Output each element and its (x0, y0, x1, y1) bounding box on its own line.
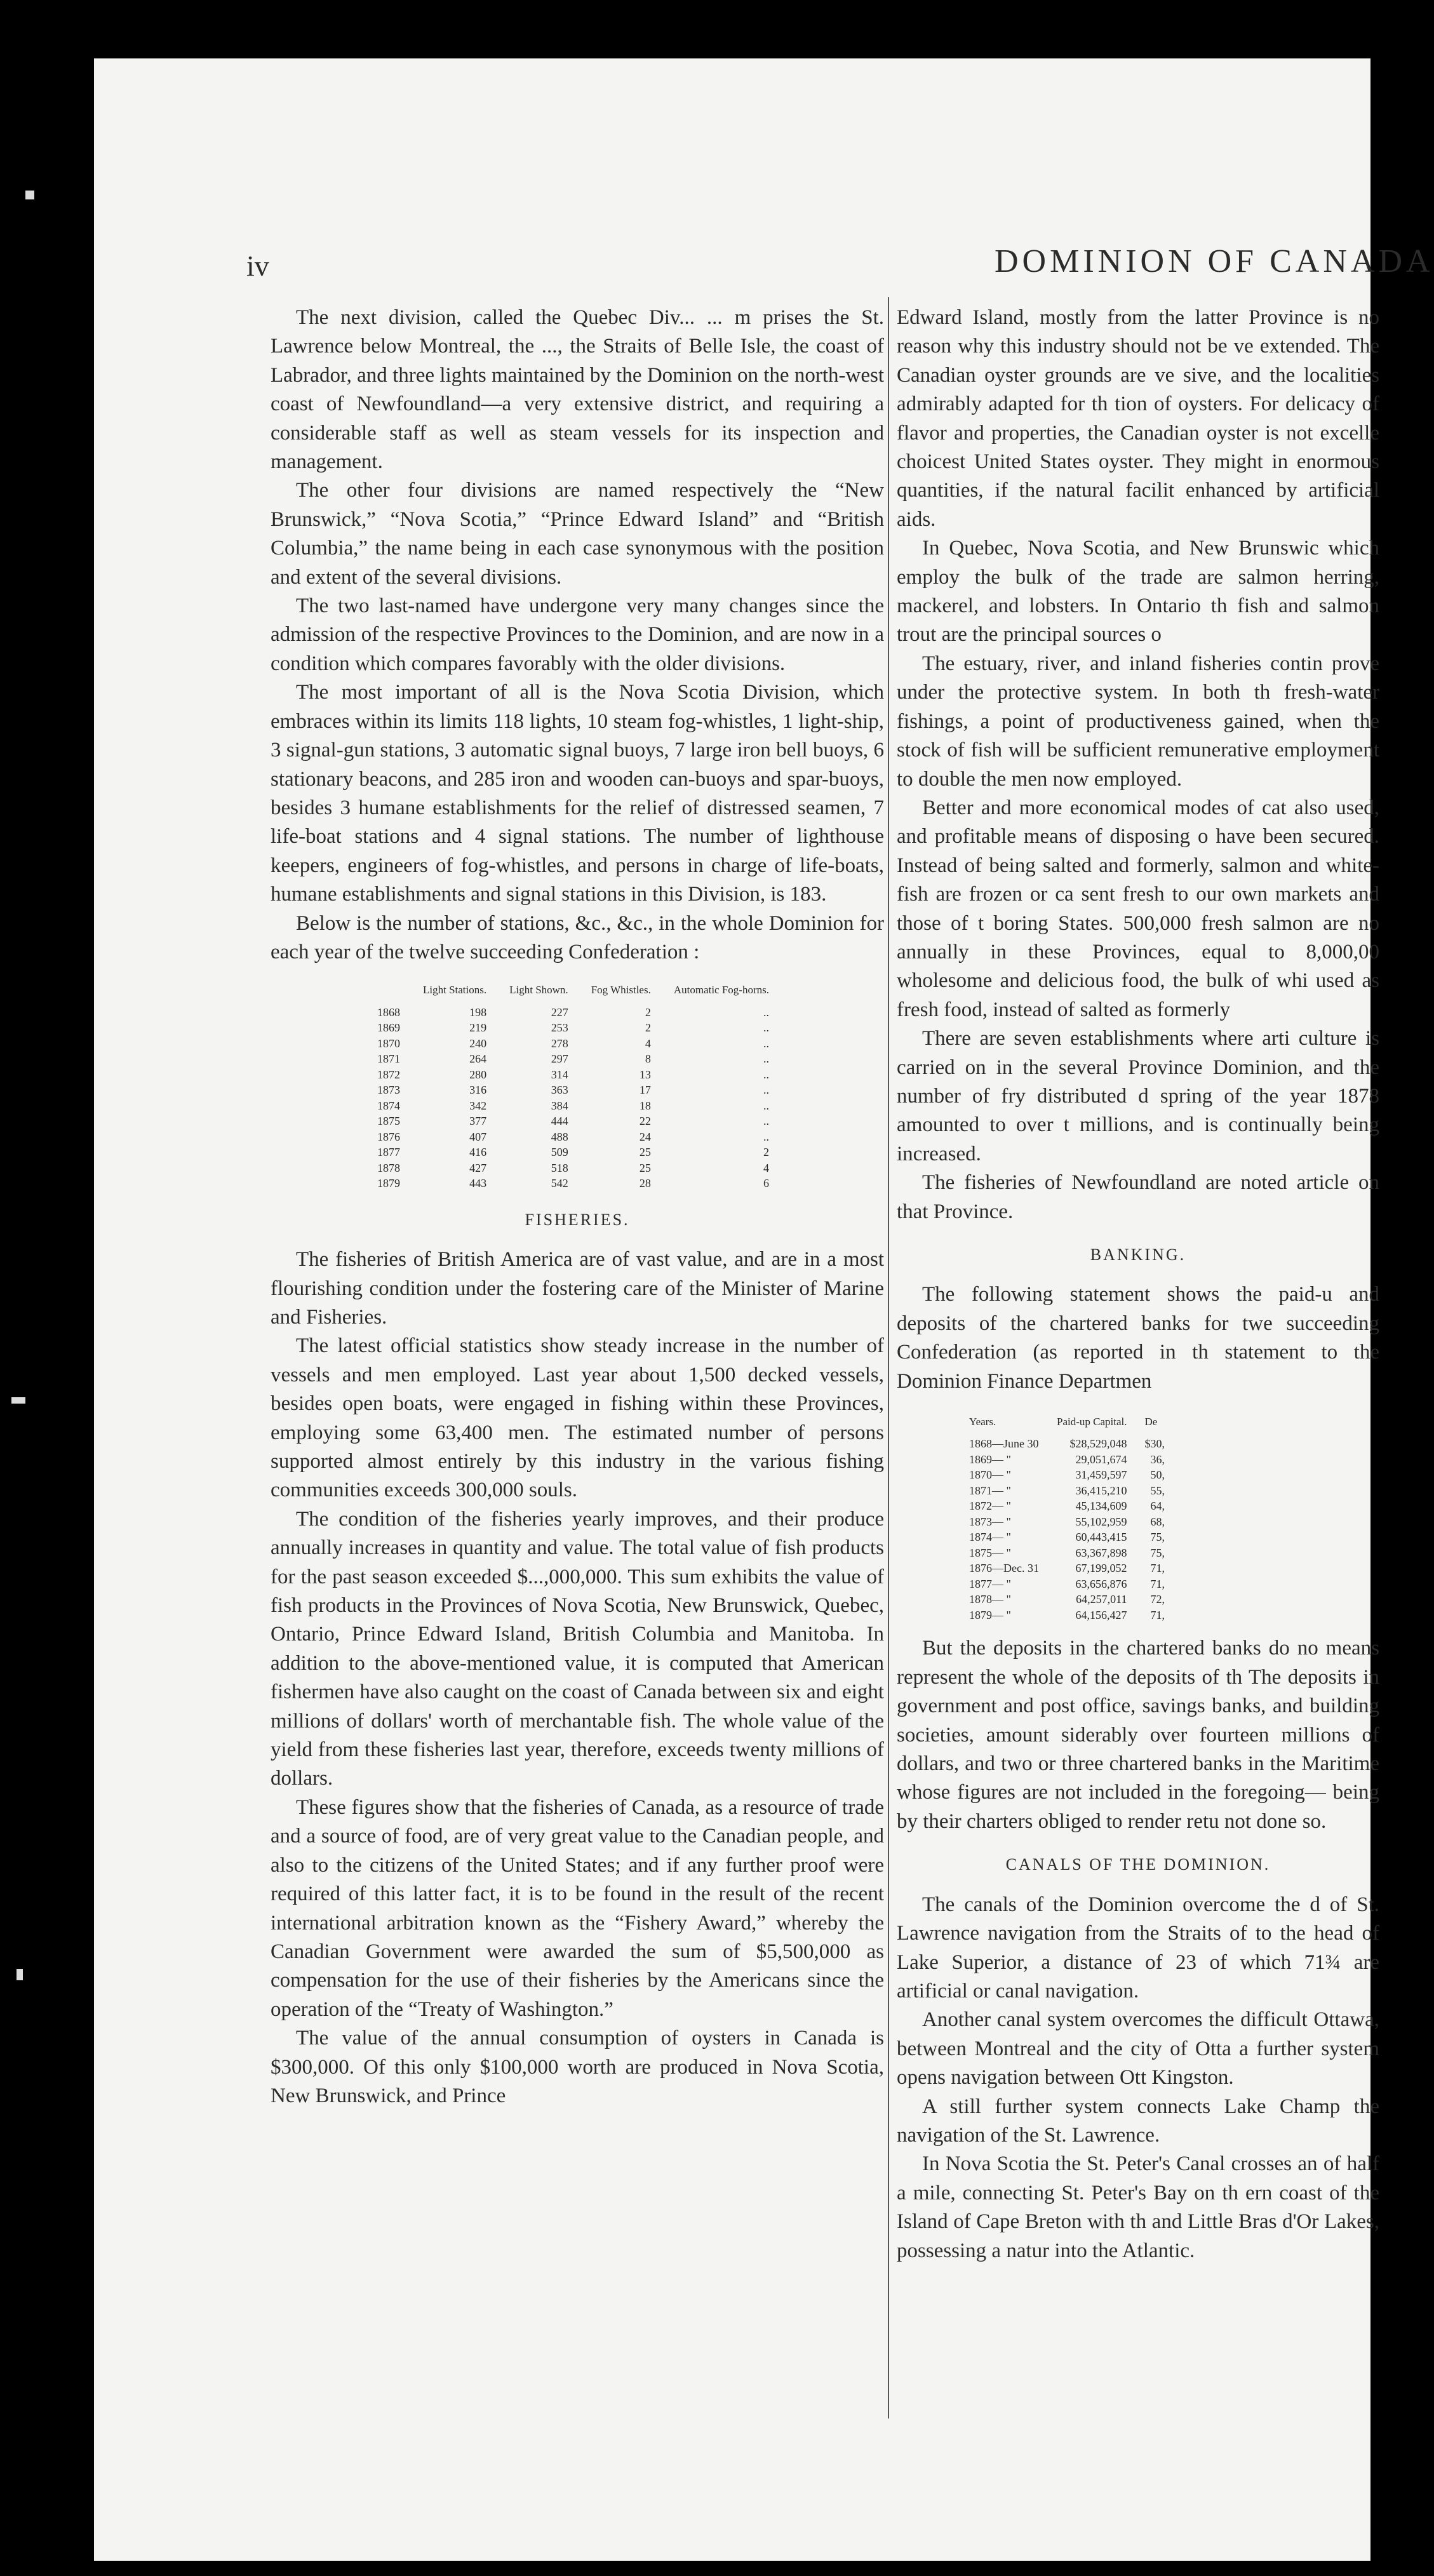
table-cell: 264 (469, 1052, 487, 1066)
table-row (366, 1129, 781, 1145)
paragraph: The other four divisions are named respectively the “New Brunswick,” “Nova Scotia,” “Prince Edward Island” and “British Columbia,” the name being in each case synonymous with the position and extent of the several divisions. (271, 479, 884, 589)
table-cell: .. (763, 1021, 769, 1035)
table-cell: 31,459,597 (1075, 1468, 1127, 1482)
paragraph: The condition of the fisheries yearly improves, and their produce annually increases in quantity and value. The total value of fish products for the past season exceeded $...,000,000. This sum exhibits the value of fish products in the Provinces of Nova Scotia, New Brunswick, Quebec, Ontario, Prince Edward Island, British Columbia and Manitoba. In addition to the above-mentioned value, it is computed that American fishermen have also caught on the coast of Canada between six and eight millions of dollars' worth of merchantable fish. The whole value of the yield from these fisheries last year, therefore, exceeds twenty millions of dollars. (271, 1507, 884, 1790)
table-cell: .. (763, 1115, 769, 1128)
table-cell: 45,134,609 (1075, 1499, 1127, 1513)
table-cell: 25 (639, 1146, 651, 1159)
table-cell: 1878— " (969, 1593, 1011, 1606)
paragraph: Better and more economical modes of cat also used, and profitable means of disposing o have been secured. Instead of being salted and formerly, salmon and white-fish are frozen or ca sent fresh to our own markets and those of t boring States. 500,000 fresh salmon are no annually in these Provinces, equal to 8,000,00 wholesome and delicious food, the bulk of whi used as fresh food, instead of salted as formerly (897, 796, 1379, 1021)
table-cell: 1872— " (969, 1499, 1011, 1513)
table-row (960, 1560, 1174, 1576)
banking-table (960, 1407, 1174, 1623)
table-cell: 64,257,011 (1076, 1593, 1127, 1606)
table-cell: 297 (551, 1052, 568, 1066)
table-cell: 280 (469, 1068, 487, 1081)
table-header-row (366, 976, 781, 1004)
table-cell: 1876 (377, 1130, 400, 1143)
table-column-header: Automatic Fog-horns. (673, 984, 769, 996)
paragraph: The following statement shows the paid-u and deposits of the chartered banks for twe succeeding Confederation (as reported in th statement to the Dominion Finance Departmen (897, 1283, 1379, 1393)
paragraph: Another canal system overcomes the difficult Ottawa, between Montreal and the city of Otta a further system opens navigation between Ott Kingston. (897, 2008, 1379, 2090)
section-heading-fisheries: FISHERIES. (525, 1210, 630, 1229)
table-row (960, 1514, 1174, 1530)
table-row (366, 1176, 781, 1191)
table-cell: 4 (645, 1036, 651, 1050)
page-number: iv (246, 250, 269, 282)
paragraph: Edward Island, mostly from the latter Province is no reason why this industry should not be ve extended. The Canadian oyster grounds are ve sive, and the localities admirably adapted for th tion of oysters. For delicacy of flavor and properties, the Canadian oyster is not excelle choicest United States oyster. They might in enormous quantities, if the natural facilit enhanced by artificial aids. (897, 306, 1379, 531)
table-cell: 1874— " (969, 1531, 1011, 1544)
table-cell: 28 (639, 1177, 651, 1190)
table-row (366, 1082, 781, 1098)
table-cell: $30, (1144, 1437, 1165, 1451)
table-cell: 542 (551, 1177, 568, 1190)
table-cell: 50, (1150, 1468, 1165, 1482)
section-heading-canals: CANALS OF THE DOMINION. (1005, 1855, 1271, 1874)
table-cell: 64, (1150, 1499, 1165, 1513)
table-cell: 1870 (377, 1036, 400, 1050)
paragraph: The most important of all is the Nova Scotia Division, which embraces within its limits 118 lights, 10 steam fog-whistles, 1 light-ship, 3 signal-gun stations, 3 automatic signal buoys, 7 large iron bell buoys, 6 stationary beacons, and 285 iron and wooden can-buoys and spar-buoys, besides 3 humane establishments for the relief of distressed seamen, 7 life-boat stations and 4 signal stations. The number of lighthouse keepers, engineers of fog-whistles, and persons in charge of life-boats, humane establishments and signal stations in this Division, is 183. (271, 681, 884, 906)
table-row (960, 1467, 1174, 1483)
table-cell: 278 (551, 1036, 568, 1050)
left-column (271, 304, 884, 2110)
table-cell: 71, (1150, 1608, 1165, 1621)
table-column-header (366, 976, 412, 1004)
table-cell: 407 (469, 1130, 487, 1143)
table-row (960, 1545, 1174, 1561)
table-column-header: De (1144, 1416, 1158, 1428)
paragraph: There are seven establishments where arti culture is carried on in the several Province Dominion, and the number of fry distributed d spring of the year 1878 amounted to over t millions, and is continually being increased. (897, 1027, 1379, 1165)
table-row (960, 1529, 1174, 1545)
table-cell: 518 (551, 1161, 568, 1174)
table-cell: 75, (1150, 1546, 1165, 1559)
table-cell: $28,529,048 (1069, 1437, 1127, 1451)
table-cell: .. (763, 1130, 769, 1143)
paragraph: In Quebec, Nova Scotia, and New Brunswic which employ the bulk of the trade are salmon herring, mackerel, and lobsters. In Ontario th fish and salmon trout are the principal sources o (897, 537, 1379, 647)
table-cell: 6 (763, 1177, 769, 1190)
table-row (366, 1098, 781, 1114)
table-cell: 342 (469, 1099, 487, 1112)
table-cell: 427 (469, 1161, 487, 1174)
table-row (366, 1144, 781, 1160)
table-cell: 377 (469, 1115, 487, 1128)
table-cell: 75, (1150, 1531, 1165, 1544)
table-cell: 1874 (377, 1099, 400, 1112)
paragraph: The canals of the Dominion overcome the d of St. Lawrence navigation from the Straits of to the head of Lake Superior, a distance of 23 of which 71¾ are artificial or canal navigation. (897, 1893, 1379, 2002)
right-column (897, 304, 1379, 2265)
table-cell: 1879— " (969, 1608, 1011, 1621)
table-row (960, 1498, 1174, 1514)
table-cell: 1879 (377, 1177, 400, 1190)
scan-speck (25, 191, 34, 199)
table-cell: 384 (551, 1099, 568, 1112)
table-cell: 68, (1150, 1515, 1165, 1528)
table-row (960, 1483, 1174, 1499)
table-cell: .. (763, 1036, 769, 1050)
table-row (366, 1067, 781, 1083)
table-header-row (960, 1407, 1174, 1436)
table-row (366, 1036, 781, 1052)
table-cell: 1875 (377, 1115, 400, 1128)
table-cell: 1878 (377, 1161, 400, 1174)
table-cell: 60,443,415 (1075, 1531, 1127, 1544)
table-cell: 1868 (377, 1005, 400, 1019)
table-cell: 219 (469, 1021, 487, 1035)
table-row (366, 1113, 781, 1129)
table-cell: 36,415,210 (1075, 1484, 1127, 1497)
paragraph: The value of the annual consumption of oysters in Canada is $300,000. Of this only $100,000 worth are produced in Nova Scotia, New Brunswick, and Prince (271, 2027, 884, 2107)
table-cell: 227 (551, 1005, 568, 1019)
table-cell: 253 (551, 1021, 568, 1035)
table-cell: .. (763, 1052, 769, 1066)
running-title: DOMINION OF CANADA (995, 243, 1434, 279)
table-cell: 363 (551, 1083, 568, 1097)
table-cell: 72, (1150, 1593, 1165, 1606)
table-cell: 1873 (377, 1083, 400, 1097)
table-row (960, 1592, 1174, 1607)
table-cell: 8 (645, 1052, 651, 1066)
table-row (960, 1436, 1174, 1452)
table-column-header: Light Stations. (423, 984, 487, 996)
table-column-header: Paid-up Capital. (1056, 1416, 1127, 1428)
table-cell: 1873— " (969, 1515, 1011, 1528)
paragraph: The fisheries of Newfoundland are noted article on that Province. (897, 1171, 1379, 1223)
table-cell: .. (763, 1068, 769, 1081)
lighthouse-table (366, 976, 781, 1191)
paragraph: Below is the number of stations, &c., &c., in the whole Dominion for each year of the twelve succeeding Confederation : (271, 911, 884, 963)
table-column-header: Light Shown. (509, 984, 568, 996)
table-cell: 63,656,876 (1075, 1577, 1127, 1590)
column-rule (888, 297, 889, 2418)
table-cell: 1872 (377, 1068, 400, 1081)
section-heading-banking: BANKING. (1090, 1245, 1186, 1264)
scan-speck (17, 1969, 23, 1980)
table-row (960, 1576, 1174, 1592)
table-cell: 240 (469, 1036, 487, 1050)
table-cell: 314 (551, 1068, 568, 1081)
table-row (960, 1452, 1174, 1468)
paragraph: The latest official statistics show steady increase in the number of vessels and men employed. Last year about 1,500 decked vessels, besides open boats, were engaged in fishing within these Provinces, employing some 63,400 men. The estimated number of persons supported almost entirely by this industry in the various fishing communities exceeds 300,000 souls. (271, 1334, 884, 1502)
paragraph: But the deposits in the chartered banks do no means represent the whole of the deposits of th The deposits in government and post office, savings banks, and building societies, amount siderably over fourteen millions of dollars, and two or three chartered banks in the Maritime whose figures are not included in the foregoing— being by their charters obliged to render retu not done so. (897, 1637, 1379, 1833)
table-cell: 1877— " (969, 1577, 1011, 1590)
table-row (366, 1005, 781, 1021)
table-cell: 24 (639, 1130, 651, 1143)
table-cell: 63,367,898 (1075, 1546, 1127, 1559)
table-cell: 1871— " (969, 1484, 1011, 1497)
table-cell: 36, (1150, 1452, 1165, 1466)
table-row (960, 1607, 1174, 1623)
paragraph: A still further system connects Lake Champ the navigation of the St. Lawrence. (897, 2095, 1379, 2147)
table-cell: 55,102,959 (1075, 1515, 1127, 1528)
table-cell: 71, (1150, 1577, 1165, 1590)
table-cell: 71, (1150, 1562, 1165, 1575)
table-cell: .. (763, 1005, 769, 1019)
table-cell: 13 (639, 1068, 651, 1081)
table-cell: 64,156,427 (1075, 1608, 1127, 1621)
paragraph: The estuary, river, and inland fisheries contin prove under the protective system. In both th fresh-water fishings, a point of productiveness gained, when the stock of fish will be sufficient remunerative employment to double the men now employed. (897, 652, 1379, 791)
table-cell: 1869 (377, 1021, 400, 1035)
table-cell: 25 (639, 1161, 651, 1174)
table-cell: 1875— " (969, 1546, 1011, 1559)
table-column-header: Years. (969, 1416, 996, 1428)
paragraph: The fisheries of British America are of vast value, and are in a most flourishing condition under the fostering care of the Minister of Marine and Fisheries. (271, 1248, 884, 1329)
table-cell: 55, (1150, 1484, 1165, 1497)
table-cell: 2 (645, 1021, 651, 1035)
paragraph: The two last-named have undergone very many changes since the admission of the respective Provinces to the Dominion, and are now in a condition which compares favorably with the older divisions. (271, 594, 884, 675)
table-cell: 1868—June 30 (969, 1437, 1039, 1451)
scan-speck (11, 1397, 25, 1404)
table-cell: 18 (639, 1099, 651, 1112)
table-cell: 316 (469, 1083, 487, 1097)
paragraph: In Nova Scotia the St. Peter's Canal crosses an of half a mile, connecting St. Peter's Bay on th ern coast of the Island of Cape Breton with th and Little Bras d'Or Lakes, possessing a natur into the Atlantic. (897, 2152, 1379, 2262)
table-cell: 509 (551, 1146, 568, 1159)
table-cell: 17 (639, 1083, 651, 1097)
table-cell: 29,051,674 (1075, 1452, 1127, 1466)
table-cell: 198 (469, 1005, 487, 1019)
table-row (366, 1051, 781, 1067)
table-cell: 67,199,052 (1075, 1562, 1127, 1575)
table-row (366, 1020, 781, 1036)
table-cell: 444 (551, 1115, 568, 1128)
table-row (366, 1160, 781, 1176)
paragraph: The next division, called the Quebec Div... ... m prises the St. Lawrence below Montreal, the ..., the Straits of Belle Isle, the coast of Labrador, and three lights maintained by the Dominion on the north-west coast of Newfoundland—a very extensive district, and requiring a considerable staff as well as steam vessels for its inspection and management. (271, 306, 884, 474)
table-cell: .. (763, 1099, 769, 1112)
paragraph: These figures show that the fisheries of Canada, as a resource of trade and a source of food, are of very great value to the Canadian people, and also to the citizens of the United States; and if any further proof were required of this latter fact, it is to be found in the result of the recent international arbitration known as the “Fishery Award,” whereby the Canadian Government were awarded the sum of $5,500,000 as compensation for the use of their fisheries by the Americans since the operation of the “Treaty of Washington.” (271, 1795, 884, 2021)
table-cell: 1877 (377, 1146, 400, 1159)
table-cell: 416 (469, 1146, 487, 1159)
table-column-header: Fog Whistles. (591, 984, 651, 996)
table-cell: 2 (763, 1146, 769, 1159)
table-cell: 1871 (377, 1052, 400, 1066)
table-cell: 22 (639, 1115, 651, 1128)
table-cell: 4 (763, 1161, 769, 1174)
table-cell: .. (763, 1083, 769, 1097)
table-cell: 1870— " (969, 1468, 1011, 1482)
table-cell: 2 (645, 1005, 651, 1019)
table-cell: 443 (469, 1177, 487, 1190)
table-cell: 1876—Dec. 31 (969, 1562, 1039, 1575)
table-cell: 488 (551, 1130, 568, 1143)
table-cell: 1869— " (969, 1452, 1011, 1466)
